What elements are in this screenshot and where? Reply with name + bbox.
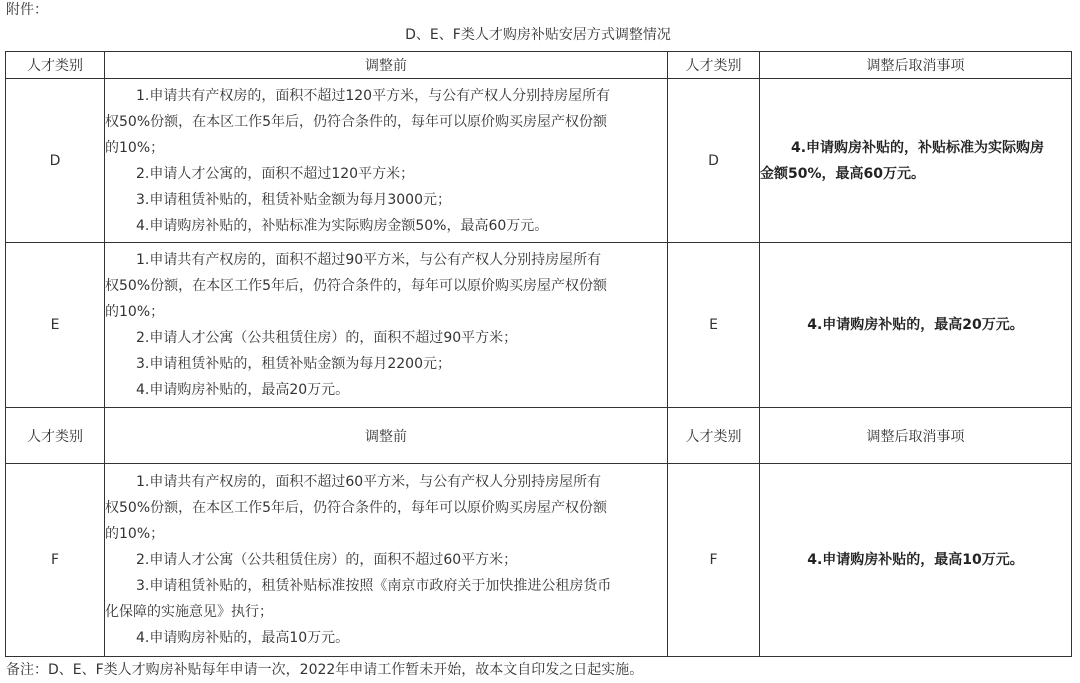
category-cell: E [6, 243, 105, 408]
category-right-cell: D [668, 79, 760, 243]
header-category-right: 人才类别 [668, 52, 760, 79]
cancelled-item-cell [760, 464, 1072, 657]
adjustment-table [5, 51, 1072, 657]
before-line: 2.申请人才公寓的，面积不超过120平方米； [136, 165, 415, 182]
header-category-right: 人才类别 [668, 408, 760, 464]
before-line: 权50%份额，在本区工作5年后，仍符合条件的，每年可以原价购买房屋产权份额 [105, 500, 608, 516]
cancelled-item-cell [760, 79, 1072, 243]
before-cell [105, 464, 668, 657]
header-category: 人才类别 [6, 52, 105, 79]
before-line: 4.申请购房补贴的，最高10万元。 [136, 630, 350, 646]
before-line: 1.申请共有产权房的，面积不超过60平方米，与公有产权人分别持房屋所有 [136, 474, 602, 490]
header-category: 人才类别 [6, 408, 105, 464]
table-row [6, 464, 1072, 657]
table-header-row [6, 52, 1072, 79]
table-row [6, 243, 1072, 408]
table-header-row [6, 408, 1072, 464]
cancel-line: 4.申请购房补贴的，最高20万元。 [807, 317, 1024, 333]
category-right-cell: E [668, 243, 760, 408]
before-line: 权50%份额，在本区工作5年后，仍符合条件的，每年可以原价购买房屋产权份额 [105, 278, 608, 294]
category-cell: D [6, 79, 105, 243]
cancel-line: 4.申请购房补贴的，补贴标准为实际购房 [791, 139, 1045, 156]
category-right-cell: F [668, 464, 760, 657]
header-cancelled-items: 调整后取消事项 [760, 52, 1072, 79]
header-cancelled-items: 调整后取消事项 [760, 408, 1072, 464]
before-line: 4.申请购房补贴的，补贴标准为实际购房金额50%，最高60万元。 [136, 217, 549, 234]
before-line: 4.申请购房补贴的，最高20万元。 [136, 382, 350, 398]
before-line: 3.申请租赁补贴的，租赁补贴金额为每月2200元； [136, 356, 451, 372]
before-line: 3.申请租赁补贴的，租赁补贴金额为每月3000元； [136, 191, 451, 208]
header-before: 调整前 [105, 408, 668, 464]
before-line: 1.申请共有产权房的，面积不超过120平方米，与公有产权人分别持房屋所有 [136, 87, 611, 104]
before-line: 的10%； [105, 304, 165, 320]
before-line: 2.申请人才公寓（公共租赁住房）的，面积不超过60平方米； [136, 552, 518, 568]
cancelled-item-cell [760, 243, 1072, 408]
category-cell: F [6, 464, 105, 657]
footer-note: 备注：D、E、F类人才购房补贴每年申请一次，2022年申请工作暂未开始，故本文自印发之日起实施。 [6, 662, 644, 678]
before-line: 的10%； [105, 526, 165, 542]
header-before: 调整前 [105, 52, 668, 79]
before-line: 1.申请共有产权房的，面积不超过90平方米，与公有产权人分别持房屋所有 [136, 252, 602, 268]
attachment-label: 附件： [6, 2, 48, 18]
before-line: 2.申请人才公寓（公共租赁住房）的，面积不超过90平方米； [136, 330, 518, 346]
cancel-line: 金额50%，最高60万元。 [760, 165, 925, 182]
before-line: 化保障的实施意见》执行； [105, 604, 273, 620]
before-line: 的10%； [105, 139, 165, 156]
cancel-line: 4.申请购房补贴的，最高10万元。 [807, 552, 1024, 568]
before-line: 权50%份额，在本区工作5年后，仍符合条件的，每年可以原价购买房屋产权份额 [105, 113, 608, 130]
before-cell [105, 243, 668, 408]
before-line: 3.申请租赁补贴的，租赁补贴标准按照《南京市政府关于加快推进公租房货币 [136, 578, 612, 594]
table-title: D、E、F类人才购房补贴安居方式调整情况 [405, 27, 671, 43]
table-row [6, 79, 1072, 243]
before-cell [105, 79, 668, 243]
